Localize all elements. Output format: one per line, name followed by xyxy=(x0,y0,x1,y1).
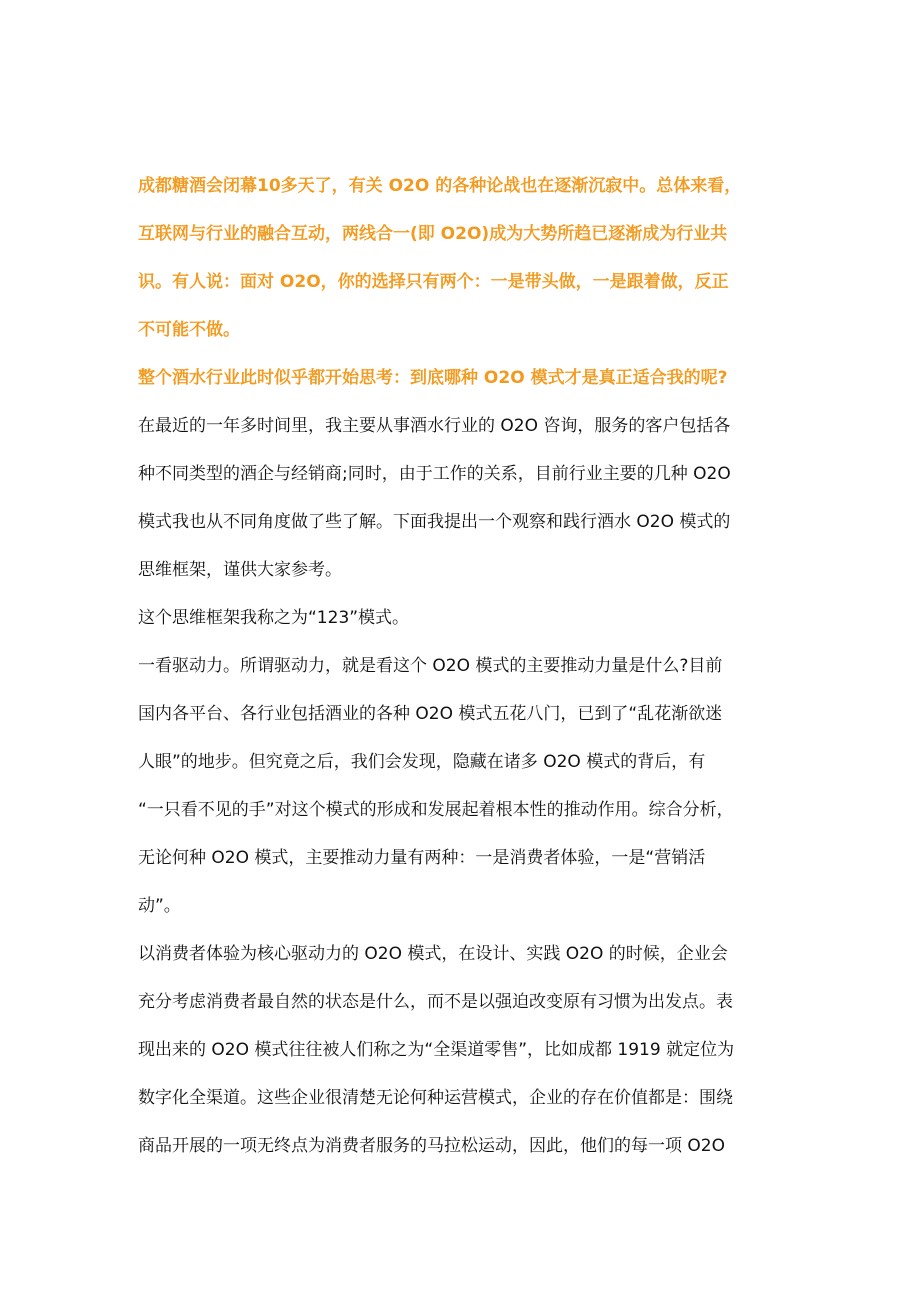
text-line: 在最近的一年多时间里，我主要从事酒水行业的 O2O 咨询，服务的客户包括各 xyxy=(138,416,731,436)
text-line: 现出来的 O2O 模式往往被人们称之为“全渠道零售”，比如成都 1919 就定位为 xyxy=(138,1040,735,1060)
paragraph-framework xyxy=(138,594,794,642)
text-line: 数字化全渠道。这些企业很清楚无论何种运营模式，企业的存在价值都是：围绕 xyxy=(138,1088,733,1108)
text-line: 不可能不做。 xyxy=(138,320,240,340)
text-line: 人眼”的地步。但究竟之后，我们会发现，隐藏在诸多 O2O 模式的背后，有 xyxy=(138,752,706,772)
text-line: 无论何种 O2O 模式，主要推动力量有两种：一是消费者体验，一是“营销活 xyxy=(138,848,706,868)
text-line: 成都糖酒会闭幕10多天了，有关 O2O 的各种论战也在逐渐沉寂中。总体来看， xyxy=(138,176,742,196)
text-line: 模式我也从不同角度做了些了解。下面我提出一个观察和践行酒水 O2O 模式的 xyxy=(138,512,731,532)
paragraph-consumer-experience xyxy=(138,930,794,1170)
paragraph-question xyxy=(138,354,794,402)
text-line: “一只看不见的手”对这个模式的形成和发展起着根本性的推动作用。综合分析， xyxy=(138,800,734,820)
paragraph-intro xyxy=(138,162,794,354)
paragraph-experience xyxy=(138,402,794,594)
text-line: 整个酒水行业此时似乎都开始思考：到底哪种 O2O 模式才是真正适合我的呢? xyxy=(138,368,728,388)
article-body xyxy=(138,162,794,1170)
paragraph-driving-force xyxy=(138,642,794,930)
text-line: 一看驱动力。所谓驱动力，就是看这个 O2O 模式的主要推动力量是什么?目前 xyxy=(138,656,723,676)
text-line: 动”。 xyxy=(138,896,181,916)
text-line: 充分考虑消费者最自然的状态是什么，而不是以强迫改变原有习惯为出发点。表 xyxy=(138,992,733,1012)
text-line: 商品开展的一项无终点为消费者服务的马拉松运动，因此，他们的每一项 O2O xyxy=(138,1136,725,1156)
text-line: 以消费者体验为核心驱动力的 O2O 模式，在设计、实践 O2O 的时候，企业会 xyxy=(138,944,728,964)
text-line: 思维框架，谨供大家参考。 xyxy=(138,560,342,580)
text-line: 这个思维框架我称之为“123”模式。 xyxy=(138,608,410,628)
text-line: 种不同类型的酒企与经销商;同时，由于工作的关系，目前行业主要的几种 O2O xyxy=(138,464,731,484)
text-line: 识。有人说：面对 O2O，你的选择只有两个：一是带头做，一是跟着做，反正 xyxy=(138,272,729,292)
text-line: 国内各平台、各行业包括酒业的各种 O2O 模式五花八门，已到了“乱花渐欲迷 xyxy=(138,704,723,724)
text-line: 互联网与行业的融合互动，两线合一(即 O2O)成为大势所趋已逐渐成为行业共 xyxy=(138,224,728,244)
